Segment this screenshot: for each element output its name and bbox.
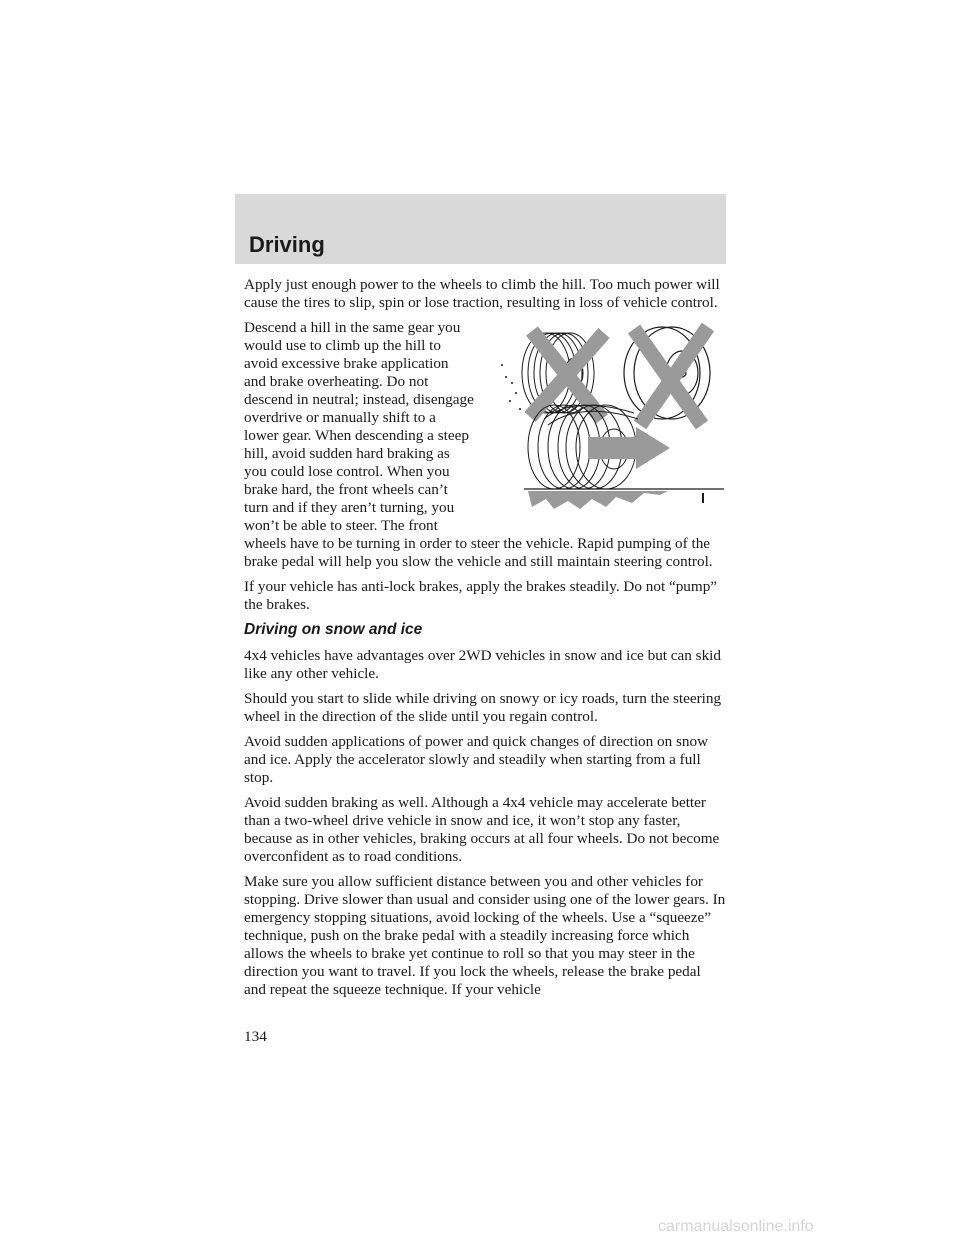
paragraph-slide: Should you start to slide while driving on snowy or icy roads, turn the steering wheel in the direction of the slide until you regain control. [244,690,722,725]
paragraph-stopping-distance: Make sure you allow sufficient distance between you and other vehicles for stopping. Drive slower than usual and consider using one of the lower gears. In emergency stopping situations, avoid locking of the wheels. Use a “squeeze” technique, push on the brake pedal with a steadily increasing force which allows the wheels to brake yet continue to roll so that you may steer in the direction you want to travel. If you lock the wheels, release the brake pedal and repeat the squeeze technique. If your vehicle [244,873,726,998]
section-title: Driving [249,232,325,257]
page-number: 134 [244,1028,267,1045]
watermark: carmanualsonline.info [658,1218,814,1235]
tire-traction-illustration [484,321,734,521]
paragraph-descend-hill: Descend a hill in the same gear you would use to climb up the hill to avoid excessive brake application and brake overheating. Do not descend in neutral; instead, disengage overdrive or manually shift to a lower gear. When descending a steep hill, avoid sudden hard braking as you could lose control. When you brake hard, the front wheels can’t turn and if they aren’t turning, you won’t be able to steer. The front wheels have to be turning in order to steer the vehicle. Rapid pumping of the brake pedal will help you slow the vehicle and still maintain steering control. [244,319,713,570]
paragraph-power: Apply just enough power to the wheels to climb the hill. Too much power will cause the tires to slip, spin or lose traction, resulting in loss of vehicle control. [244,276,720,311]
section-header [235,194,726,264]
paragraph-4x4-advantages: 4x4 vehicles have advantages over 2WD vehicles in snow and ice but can skid like any other vehicle. [244,647,721,682]
paragraph-sudden-braking: Avoid sudden braking as well. Although a 4x4 vehicle may accelerate better than a two-wheel drive vehicle in snow and ice, it won’t stop any faster, because as in other vehicles, braking occurs at all four wheels. Do not become overconfident as to road conditions. [244,794,720,865]
paragraph-sudden-power: Avoid sudden applications of power and quick changes of direction on snow and ice. Apply the accelerator slowly and steadily when starting from a full stop. [244,733,709,786]
tire-illustration-svg [484,321,734,521]
page-content [244,276,726,1006]
paragraph-anti-lock-brakes: If your vehicle has anti-lock brakes, apply the brakes steadily. Do not “pump” the brakes. [244,578,718,613]
subheading-snow-ice: Driving on snow and ice [244,621,423,638]
